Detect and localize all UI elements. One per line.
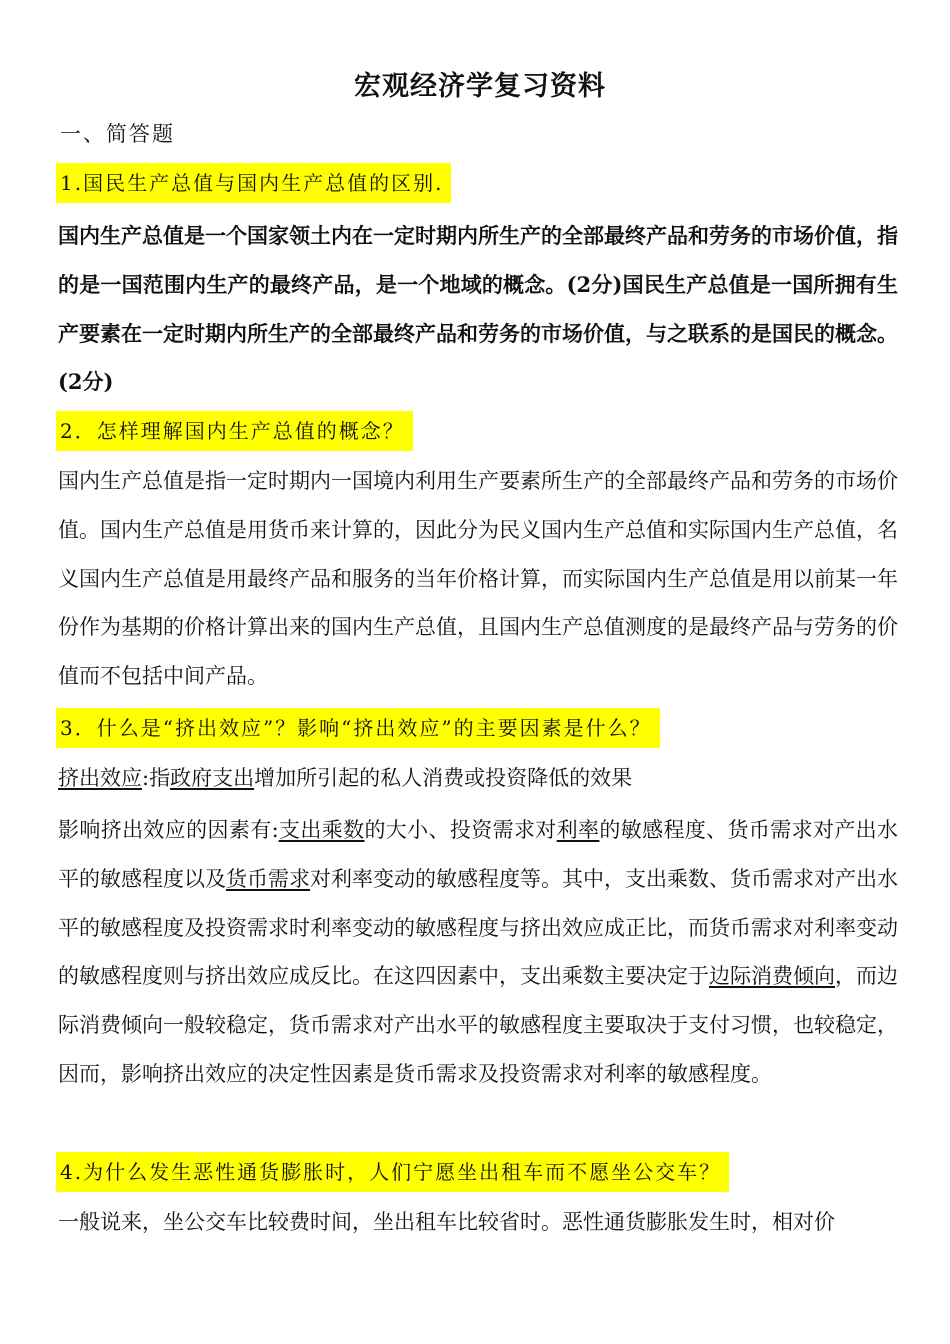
factors-text-2: 的大小、投资需求对 — [364, 818, 557, 842]
answer-4-paragraph: 一般说来，坐公交车比较费时间，坐出租车比较省时。恶性通货膨胀发生时，相对价 — [58, 1210, 835, 1234]
factors-text-1: 影响挤出效应的因素有: — [58, 818, 279, 842]
question-4-heading: 4.为什么发生恶性通货膨胀时，人们宁愿坐出租车而不愿坐公交车？ — [56, 1152, 729, 1192]
answer-3-factors — [58, 806, 898, 1099]
definition-text-2: 增加所引起的私人消费或投资降低的效果 — [254, 766, 633, 790]
answer-2-paragraph: 国内生产总值是指一定时期内一国境内利用生产要素所生产的全部最终产品和劳务的市场价值。国内生产总值是用货币来计算的，因此分为民义国内生产总值和实际国内生产总值，名义国内生产总值是用最终产品和服务的当年价格计算，而实际国内生产总值是用以前某一年份作为基期的价格计算出来的国内生产总值，且国内生产总值测度的是最终产品与劳务的价值而不包括中间产品。 — [58, 469, 898, 689]
definition-text-1: :指 — [142, 766, 171, 790]
factors-text-3: 的敏感程度、货币需求对产出水平的敏感程度以及 — [58, 818, 899, 891]
factors-text-5: ，而边际消费倾向一般较稳定，货币需求对产出水平的敏感程度主要取决于支付习惯，也较稳定，因而，影响挤出效应的决定性因素是货币需求及投资需求对利率的敏感程度。 — [58, 964, 898, 1086]
question-2-heading: 2．怎样理解国内生产总值的概念？ — [56, 411, 413, 451]
term-marginal-propensity-to-consume: 边际消费倾向 — [709, 964, 835, 989]
term-interest-rate: 利率 — [556, 818, 600, 842]
question-3-heading: 3．什么是“挤出效应”？影响“挤出效应”的主要因素是什么？ — [56, 708, 660, 748]
answer-3-definition — [58, 754, 898, 803]
question-1-heading: 1.国民生产总值与国内生产总值的区别. — [56, 163, 451, 203]
term-crowding-out-effect: 挤出效应 — [58, 766, 142, 790]
term-government-spending: 政府支出 — [170, 766, 255, 790]
term-money-demand: 货币需求 — [226, 866, 310, 891]
factors-text-4: 对利率变动的敏感程度等。其中，支出乘数、货币需求对产出水平的敏感程度及投资需求时利率变动的敏感程度与挤出效应成正比，而货币需求对利率变动的敏感程度则与挤出效应成反比。在这四因素中，支出乘数主要决定于 — [58, 866, 898, 989]
term-expenditure-multiplier: 支出乘数 — [278, 818, 365, 842]
document-title: 宏观经济学复习资料 — [354, 71, 606, 102]
section-heading: 一、简答题 — [60, 122, 175, 146]
answer-1-paragraph: 国内生产总值是一个国家领土内在一定时期内所生产的全部最终产品和劳务的市场价值，指的是一国范围内生产的最终产品，是一个地域的概念。(2分)国民生产总值是一国所拥有生产要素在一定时期内所生产的全部最终产品和劳务的市场价值，与之联系的是国民的概念。(2分) — [58, 223, 898, 395]
